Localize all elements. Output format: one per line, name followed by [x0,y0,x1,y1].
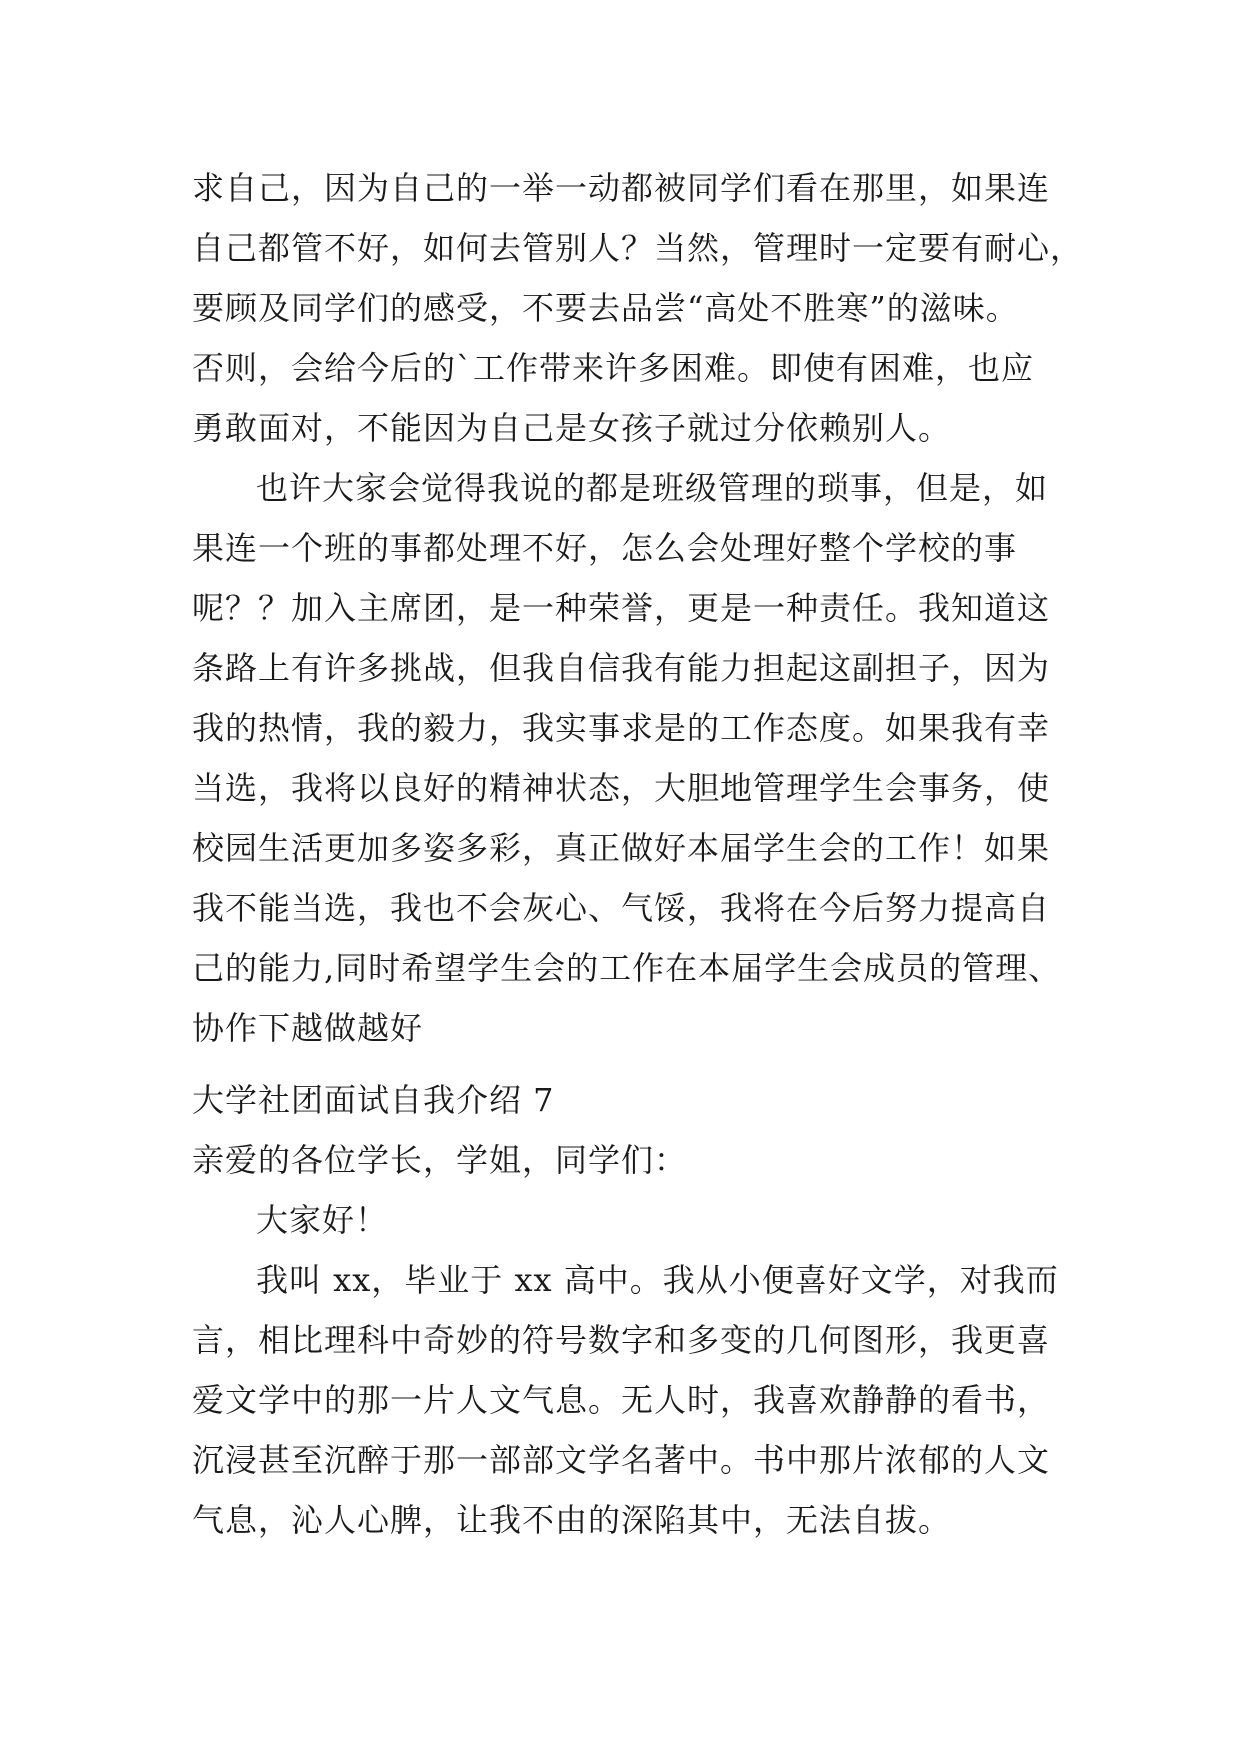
text-line: 勇敢面对，不能因为自己是女孩子就过分依赖别人。 [192,409,952,447]
text-line: 也许大家会觉得我说的都是班级管理的琐事，但是，如 [256,469,1049,507]
salutation: 亲爱的各位学长，学姐，同学们： [192,1141,688,1179]
text-line: 校园生活更加多姿多彩，真正做好本届学生会的工作！如果 [192,829,1051,867]
text-line: 言，相比理科中奇妙的符号数字和多变的几何图形，我更喜 [192,1321,1051,1359]
text-line: 爱文学中的那一片人文气息。无人时，我喜欢静静的看书， [192,1381,1051,1419]
text-line: 果连一个班的事都处理不好，怎么会处理好整个学校的事 [192,529,1018,567]
text-line: 求自己，因为自己的一举一动都被同学们看在那里，如果连 [192,169,1051,207]
text-line: 沉浸甚至沉醉于那一部部文学名著中。书中那片浓郁的人文 [192,1441,1051,1479]
section-title: 大学社团面试自我介绍 7 [192,1081,555,1119]
text-line: 自己都管不好，如何去管别人？当然，管理时一定要有耐心， [192,229,1084,267]
text-line: 气息，沁人心脾，让我不由的深陷其中，无法自拔。 [192,1501,952,1539]
text-line: 呢？？加入主席团，是一种荣誉，更是一种责任。我知道这 [192,589,1051,627]
text-section-lower [192,1070,1082,1550]
text-line: 当选，我将以良好的精神状态，大胆地管理学生会事务，使 [192,769,1051,807]
greeting: 大家好！ [256,1201,389,1239]
text-line: 否则，会给今后的`工作带来许多困难。即使有困难，也应 [192,349,1035,387]
text-line: 要顾及同学们的感受，不要去品尝“高处不胜寒”的滋味。 [192,289,1019,327]
text-line: 己的能力,同时希望学生会的工作在本届学生会成员的管理、 [192,949,1062,987]
text-line: 条路上有许多挑战，但我自信我有能力担起这副担子，因为 [192,649,1051,687]
text-line: 我叫 xx，毕业于 xx 高中。我从小便喜好文学，对我而 [256,1261,1059,1299]
text-line: 我不能当选，我也不会灰心、气馁，我将在今后努力提高自 [192,889,1051,927]
text-section-upper [192,158,1082,1058]
text-line: 我的热情，我的毅力，我实事求是的工作态度。如果我有幸 [192,709,1051,747]
text-line: 协作下越做越好 [192,1009,424,1047]
